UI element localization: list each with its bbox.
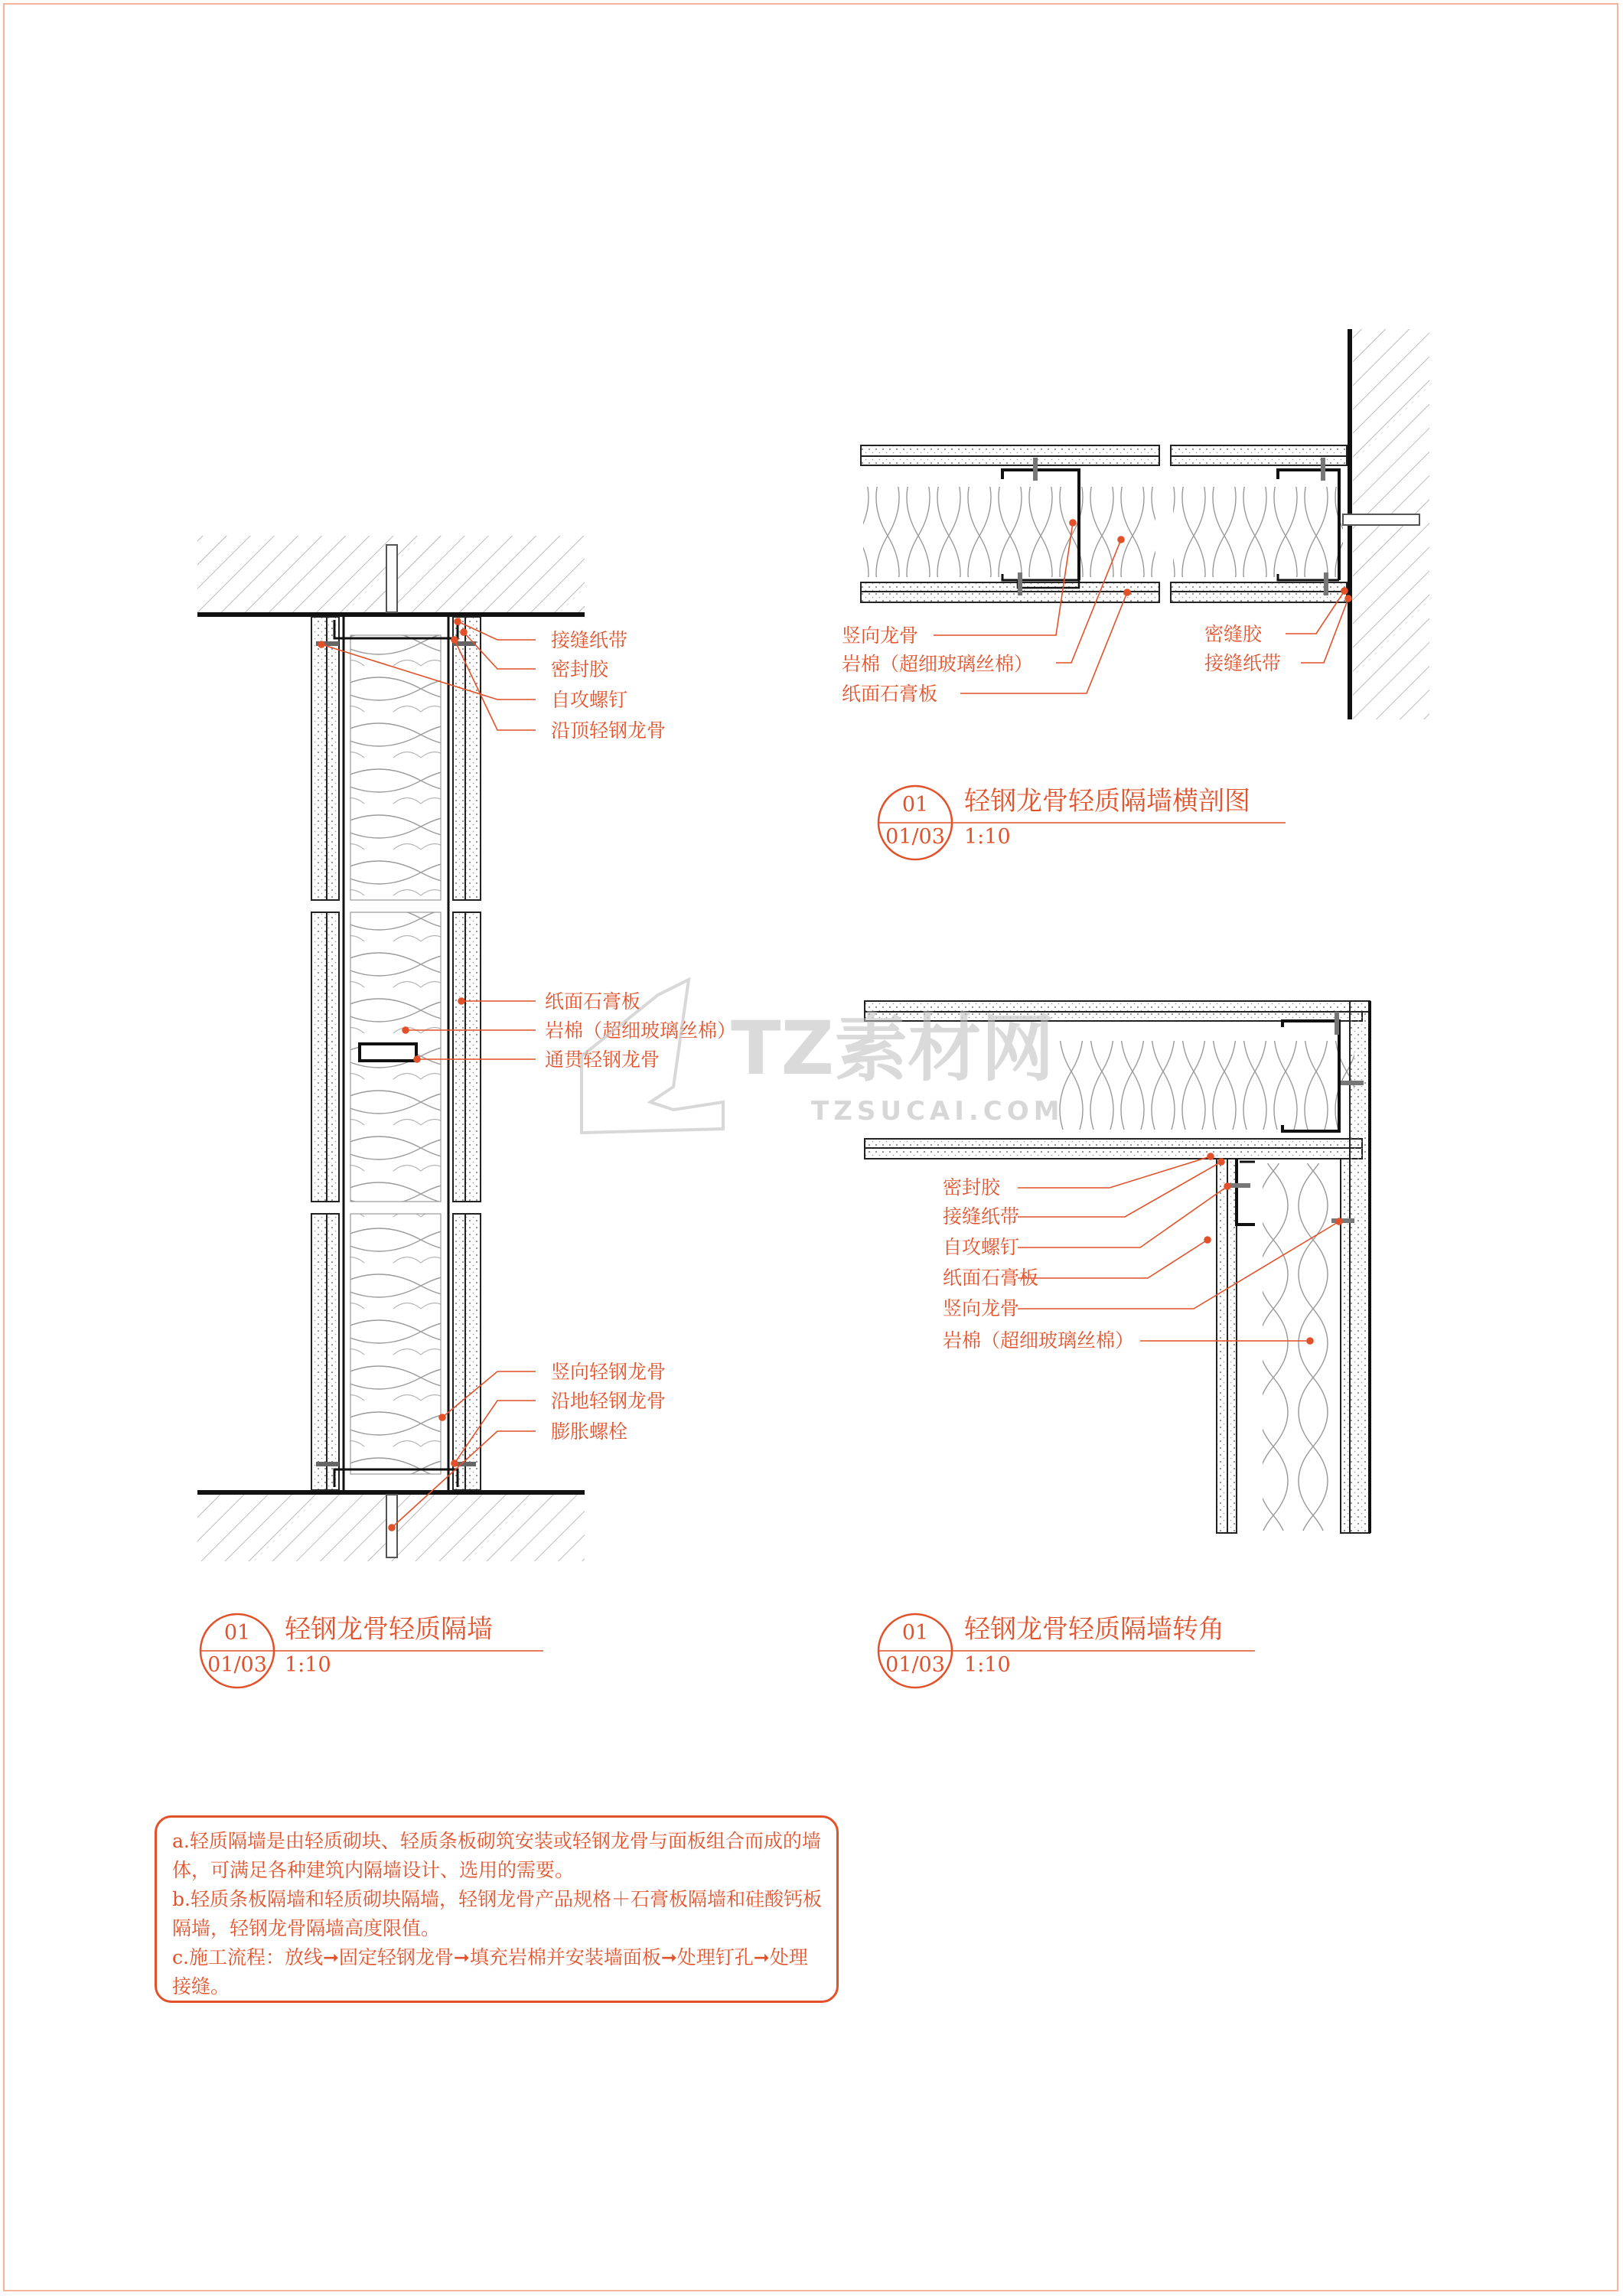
notes-box: [155, 1815, 839, 2003]
label-sealant: 密封胶: [551, 658, 609, 680]
detail-a-labels: [545, 629, 736, 1443]
detail-scale: 1:10: [964, 825, 1011, 849]
label-rock-wool: 岩棉（超细玻璃丝棉）: [943, 1329, 1135, 1352]
label-vertical-stud: 竖向龙骨: [943, 1297, 1020, 1319]
cross-channel: [360, 1044, 416, 1061]
detail-title: 轻钢龙骨轻质隔墙转角: [964, 1614, 1224, 1645]
label-gypsum-board: 纸面石膏板: [943, 1267, 1039, 1289]
label-joint-tape: 接缝纸带: [943, 1205, 1020, 1228]
label-joint-tape: 接缝纸带: [1204, 652, 1282, 674]
label-cross-channel: 通贯轻钢龙骨: [545, 1049, 660, 1071]
ceiling-anchor-bolt: [386, 545, 397, 612]
detail-b-horizontal-section: [842, 329, 1429, 719]
label-vertical-stud: 竖向龙骨: [842, 625, 919, 647]
label-gypsum-board: 纸面石膏板: [842, 683, 938, 705]
watermark-url: TZSUCAI.COM: [811, 1096, 1064, 1127]
sheet-number: 01/03: [885, 825, 945, 849]
label-self-tapping-screw: 自攻螺钉: [551, 689, 628, 711]
title-block-a: [200, 1614, 543, 1688]
label-rock-wool: 岩棉（超细玻璃丝棉）: [545, 1019, 737, 1042]
label-self-tapping-screw: 自攻螺钉: [943, 1236, 1020, 1258]
label-rock-wool: 岩棉（超细玻璃丝棉）: [842, 653, 1034, 675]
detail-number: 01: [223, 1621, 251, 1645]
label-top-track: 沿顶轻钢龙骨: [551, 719, 666, 742]
detail-title: 轻钢龙骨轻质隔墙横剖图: [964, 786, 1250, 817]
label-expansion-bolt: 膨胀螺栓: [551, 1420, 628, 1443]
detail-scale: 1:10: [964, 1653, 1011, 1677]
title-block-c: [878, 1614, 1255, 1688]
label-sealant: 密缝胶: [1204, 623, 1263, 645]
label-gypsum-board: 纸面石膏板: [545, 990, 641, 1013]
detail-number: 01: [901, 793, 929, 817]
wall-anchor: [1343, 514, 1419, 525]
watermark-brand: TZ素材网: [731, 1006, 1055, 1091]
note-b: b.轻质条板隔墙和轻质砌块隔墙，轻钢龙骨产品规格＋石膏板隔墙和硅酸钙板隔墙，轻钢龙骨隔墙高度限值。: [172, 1888, 822, 1939]
detail-scale: 1:10: [285, 1653, 331, 1677]
title-block-b: [878, 786, 1286, 859]
label-floor-track: 沿地轻钢龙骨: [551, 1390, 666, 1412]
sheet-number: 01/03: [207, 1653, 267, 1677]
detail-number: 01: [901, 1621, 929, 1645]
label-sealant: 密封胶: [943, 1176, 1001, 1199]
label-vertical-stud: 竖向轻钢龙骨: [551, 1361, 666, 1383]
detail-title: 轻钢龙骨轻质隔墙: [285, 1614, 493, 1645]
note-c: c.施工流程：放线➞固定轻钢龙骨➞填充岩棉并安装墙面板➞处理钉孔➞处理接缝。: [172, 1946, 808, 1998]
label-joint-tape: 接缝纸带: [551, 629, 628, 651]
detail-a-vertical-section: [197, 536, 736, 1561]
wall-segments: [311, 617, 481, 1490]
sheet-number: 01/03: [885, 1653, 945, 1677]
note-a: a.轻质隔墙是由轻质砌块、轻质条板砌筑安装或轻钢龙骨与面板组合而成的墙体，可满足各种建筑内隔墙设计、选用的需要。: [172, 1830, 821, 1881]
